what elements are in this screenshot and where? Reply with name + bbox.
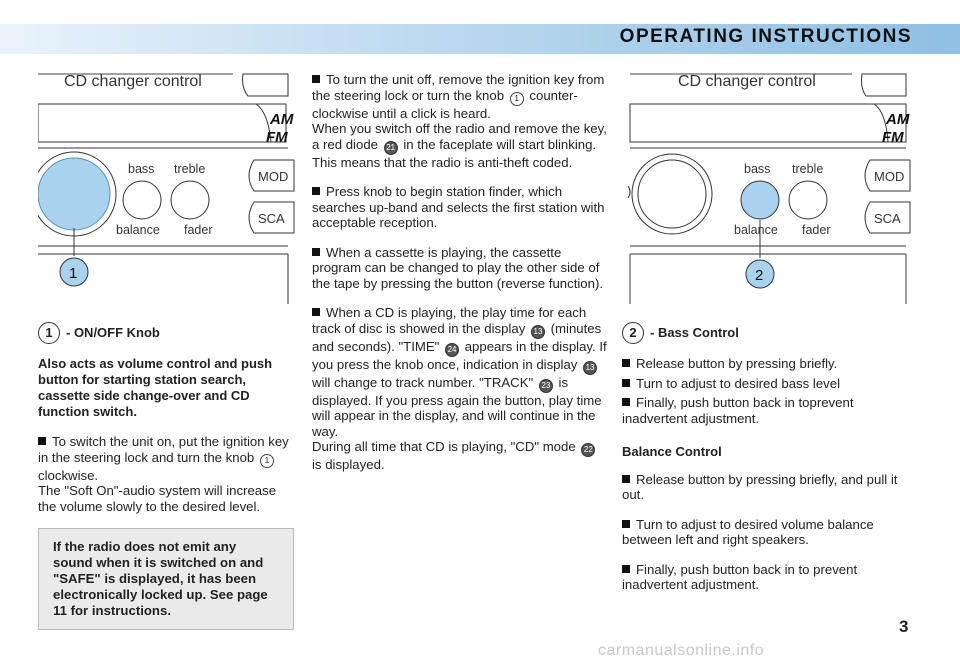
turn-off-paragraph: To turn the unit off, remove the ignition key from the steering lock or turn the knob 1 counter-clockwise until a click is heard. When you switch off the radio and remove the key, a red diode 21 in the faceplate will start blinking. This means that the radio is anti-theft coded. <box>312 72 607 170</box>
list-item: Release button by pressing briefly. <box>622 356 912 372</box>
callout-1-icon: 1 <box>38 322 60 344</box>
ref-13-icon: 13 <box>583 361 597 375</box>
radio-diagram-volume <box>38 68 296 304</box>
treble-label: treble <box>792 162 824 176</box>
balance-turn-paragraph: Turn to adjust to desired volume balance between left and right speakers. <box>622 516 874 547</box>
bass-label: bass <box>744 162 771 176</box>
bullet-square-icon <box>622 398 630 406</box>
column-middle <box>312 72 608 487</box>
bass-heading-text: - Bass Control <box>650 325 739 340</box>
knob-heading <box>38 322 296 344</box>
fader-label: fader <box>184 223 213 237</box>
mode-label: MOD <box>874 169 905 184</box>
bullet-square-icon <box>622 379 630 387</box>
ref-21-icon: 21 <box>384 141 398 155</box>
scan-label: SCA <box>874 211 901 226</box>
fm-label: FM <box>266 129 288 146</box>
balance-label: balance <box>116 223 160 237</box>
bass-label: bass <box>128 162 155 176</box>
bass-list <box>622 356 912 426</box>
bullet-square-icon <box>312 308 320 316</box>
fm-label: FM <box>882 129 904 146</box>
bullet-square-icon <box>622 565 630 573</box>
knob-heading-text: - ON/OFF Knob <box>66 325 160 340</box>
station-finder-paragraph: Press knob to begin station finder, which searches up-band and selects the first station with acceptable reception. <box>312 184 605 230</box>
bass-heading <box>622 322 912 344</box>
bullet-square-icon <box>312 248 320 256</box>
balance-finally-paragraph: Finally, push button back in to prevent inadvertent adjustment. <box>622 561 858 592</box>
bullet-square-icon <box>622 359 630 367</box>
bullet-square-icon <box>312 75 320 83</box>
diagram-title: CD changer control <box>678 73 816 90</box>
callout-2: 2 <box>755 267 764 284</box>
balance-release-paragraph: Release button by pressing briefly, and pull it out. <box>622 471 898 502</box>
ref-1-icon: 1 <box>260 454 274 468</box>
page-title: OPERATING INSTRUCTIONS <box>619 26 912 47</box>
list-item: Turn to adjust to desired bass level <box>622 376 912 392</box>
cassette-paragraph: When a cassette is playing, the cassette program can be changed to play the other side of the tape by pressing the button (reverse function). <box>312 244 604 291</box>
mode-label: MOD <box>258 169 289 184</box>
bullet-square-icon <box>312 187 320 195</box>
am-label: AM <box>886 111 910 128</box>
ref-13-icon: 13 <box>531 325 545 339</box>
switch-on-paragraph: To switch the unit on, put the ignition key in the steering lock and turn the knob 1 clockwise. The "Soft On"-audio system will increase the volume slowly to the desired level. <box>38 434 289 514</box>
treble-label: treble <box>174 162 206 176</box>
callout-1: 1 <box>69 265 78 282</box>
ref-24-icon: 24 <box>445 343 459 357</box>
fader-label: fader <box>802 223 831 237</box>
column-left <box>38 68 296 630</box>
warning-box: If the radio does not emit any sound when it is switched on and "SAFE" is displayed, it has been electronically locked up. See page 11 for instructions. <box>38 528 294 630</box>
scan-label: SCA <box>258 211 285 226</box>
bullet-square-icon <box>622 520 630 528</box>
ref-1-icon: 1 <box>510 92 524 106</box>
bullet-square-icon <box>622 475 630 483</box>
column-right <box>622 68 912 607</box>
list-item: Finally, push button back in toprevent inadvertent adjustment. <box>622 395 854 426</box>
cd-paragraph: When a CD is playing, the play time for each track of disc is showed in the display 13 (minutes and seconds). "TIME" 24 appears in the display. If you press the knob once, indication in display 13 will change to track number. "TRACK" 23 is displayed. If you press again the button, play time will appear in the display, and will continue in the way. During all time that CD is playing, "CD" mode 22 is displayed. <box>312 305 607 472</box>
knob-subheading: Also acts as volume control and push button for starting station search, cassette side change-over and CD function switch. <box>38 356 273 419</box>
am-label: AM <box>270 111 294 128</box>
ref-22-icon: 22 <box>581 443 595 457</box>
watermark-text: carmanualsonline.info <box>598 642 765 659</box>
balance-label: balance <box>734 223 778 237</box>
ref-23-icon: 23 <box>539 379 553 393</box>
radio-diagram-bass <box>622 68 912 304</box>
diagram-title: CD changer control <box>64 73 202 90</box>
balance-heading: Balance Control <box>622 444 722 459</box>
bullet-square-icon <box>38 437 46 445</box>
callout-2-icon: 2 <box>622 322 644 344</box>
page-number: 3 <box>899 617 909 636</box>
